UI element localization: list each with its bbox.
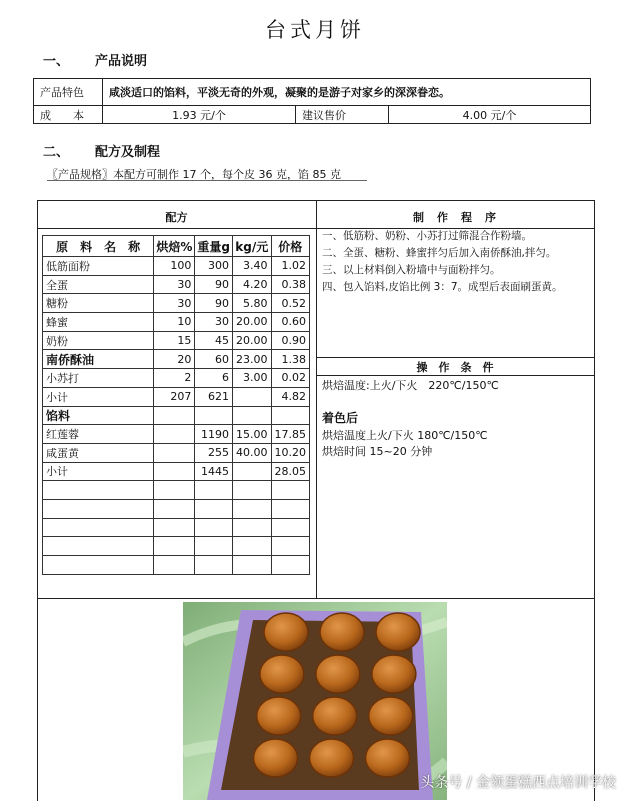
recipe-row — [43, 331, 310, 350]
recipe-cell-weight — [195, 481, 233, 500]
mooncake — [372, 655, 416, 693]
photo-divider — [37, 598, 594, 599]
recipe-cell-price — [271, 406, 310, 425]
recipe-cell-price: 10.20 — [271, 443, 310, 462]
recipe-row — [43, 275, 310, 294]
mooncake — [313, 697, 357, 735]
conditions-title: 操 作 条 件 — [416, 361, 494, 374]
recipe-cell-price: 1.02 — [271, 257, 310, 276]
recipe-header-cell: 价格 — [271, 236, 310, 257]
recipe-cell-unit: 20.00 — [233, 331, 272, 350]
recipe-cell-pct: 30 — [154, 294, 195, 313]
recipe-row — [43, 257, 310, 276]
price-label: 建议售价 — [296, 106, 389, 124]
recipe-cell-name — [43, 499, 154, 518]
recipe-cell-name: 南侨酥油 — [43, 350, 154, 369]
recipe-cell-pct: 207 — [154, 387, 195, 406]
recipe-cell-pct — [154, 518, 195, 537]
recipe-cell-weight: 30 — [195, 313, 233, 332]
bake-condition-2: 烘焙温度上火/下火 180℃/150℃ — [322, 429, 488, 442]
recipe-row — [43, 406, 310, 425]
recipe-cell-price — [271, 518, 310, 537]
recipe-cell-unit: 3.00 — [233, 369, 272, 388]
mooncake — [366, 739, 410, 777]
recipe-cell-weight: 1445 — [195, 462, 233, 481]
recipe-cell-pct: 10 — [154, 313, 195, 332]
recipe-row — [43, 556, 310, 575]
recipe-cell-unit — [233, 499, 272, 518]
recipe-cell-name — [43, 481, 154, 500]
color-label: 着色后 — [322, 411, 359, 425]
recipe-cell-weight — [195, 499, 233, 518]
recipe-row — [43, 387, 310, 406]
recipe-cell-weight: 45 — [195, 331, 233, 350]
process-step: 二、全蛋、糖粉、蜂蜜拌匀后加入南侨酥油,拌匀。 — [322, 247, 557, 259]
recipe-cell-unit — [233, 481, 272, 500]
price-value: 4.00 元/个 — [389, 106, 591, 124]
section-heading-1 — [43, 50, 147, 69]
recipe-row — [43, 369, 310, 388]
mooncake — [376, 613, 420, 651]
recipe-cell-unit: 5.80 — [233, 294, 272, 313]
mooncake — [320, 613, 364, 651]
recipe-cell-price: 17.85 — [271, 425, 310, 444]
recipe-cell-pct — [154, 425, 195, 444]
mooncake — [254, 739, 298, 777]
recipe-cell-name: 蜂蜜 — [43, 313, 154, 332]
recipe-row — [43, 313, 310, 332]
recipe-cell-price — [271, 499, 310, 518]
spec-text: 〖产品规格〗本配方可制作 17 个，每个皮 36 克，馅 85 克 — [47, 168, 341, 181]
recipe-row — [43, 462, 310, 481]
cost-value: 1.93 元/个 — [103, 106, 296, 124]
recipe-cell-weight — [195, 518, 233, 537]
recipe-cell-weight: 255 — [195, 443, 233, 462]
recipe-cell-unit — [233, 518, 272, 537]
mooncake — [257, 697, 301, 735]
recipe-row — [43, 294, 310, 313]
recipe-cell-name: 小苏打 — [43, 369, 154, 388]
recipe-cell-weight: 300 — [195, 257, 233, 276]
recipe-title: 配方 — [165, 211, 188, 224]
recipe-cell-unit: 15.00 — [233, 425, 272, 444]
recipe-cell-pct: 2 — [154, 369, 195, 388]
recipe-table — [42, 235, 310, 575]
recipe-cell-pct: 30 — [154, 275, 195, 294]
recipe-cell-unit — [233, 537, 272, 556]
bake-condition-1: 烘焙温度:上火/下火 220℃/150℃ — [322, 379, 499, 392]
feature-text: 咸淡适口的馅料，平淡无奇的外观，凝聚的是游子对家乡的深深眷恋。 — [103, 79, 591, 106]
section-label: 配方及制程 — [95, 145, 161, 160]
product-info-table — [33, 78, 591, 124]
conditions-divider-bottom — [316, 375, 594, 376]
recipe-cell-pct: 100 — [154, 257, 195, 276]
mooncake-photo — [183, 602, 447, 800]
recipe-cell-price: 0.60 — [271, 313, 310, 332]
cost-label: 成 本 — [34, 106, 103, 124]
recipe-cell-name: 馅料 — [43, 406, 154, 425]
recipe-cell-name: 红莲蓉 — [43, 425, 154, 444]
recipe-row — [43, 518, 310, 537]
recipe-row — [43, 499, 310, 518]
recipe-cell-unit: 3.40 — [233, 257, 272, 276]
recipe-cell-price: 0.52 — [271, 294, 310, 313]
section-number: 一、 — [43, 54, 70, 69]
recipe-cell-price — [271, 556, 310, 575]
recipe-header-cell: 重量g — [195, 236, 233, 257]
column-divider — [316, 200, 317, 598]
recipe-cell-name: 糖粉 — [43, 294, 154, 313]
process-steps — [322, 228, 590, 296]
recipe-cell-pct — [154, 481, 195, 500]
recipe-cell-weight: 6 — [195, 369, 233, 388]
page-title: 台式月饼 — [265, 18, 365, 42]
recipe-header-cell: 烘焙% — [154, 236, 195, 257]
recipe-cell-unit: 4.20 — [233, 275, 272, 294]
recipe-row — [43, 443, 310, 462]
recipe-cell-unit: 40.00 — [233, 443, 272, 462]
bake-condition-3: 烘焙时间 15~20 分钟 — [322, 445, 433, 458]
recipe-cell-weight: 60 — [195, 350, 233, 369]
mooncake — [264, 613, 308, 651]
recipe-cell-name — [43, 537, 154, 556]
mooncake — [260, 655, 304, 693]
recipe-cell-price — [271, 481, 310, 500]
recipe-cell-weight — [195, 556, 233, 575]
recipe-cell-unit: 20.00 — [233, 313, 272, 332]
section-heading-2 — [43, 141, 160, 160]
recipe-cell-price — [271, 537, 310, 556]
mooncake — [316, 655, 360, 693]
recipe-cell-weight: 621 — [195, 387, 233, 406]
recipe-cell-price: 1.38 — [271, 350, 310, 369]
watermark: 头条号 / 金领蛋糕西点培训学校 — [420, 775, 616, 791]
recipe-cell-unit: 23.00 — [233, 350, 272, 369]
mooncake — [310, 739, 354, 777]
recipe-cell-weight: 1190 — [195, 425, 233, 444]
process-step: 三、以上材料倒入粉墙中与面粉拌匀。 — [322, 264, 501, 276]
recipe-row — [43, 537, 310, 556]
recipe-cell-price: 0.02 — [271, 369, 310, 388]
recipe-cell-price: 0.90 — [271, 331, 310, 350]
recipe-cell-name — [43, 518, 154, 537]
recipe-cell-pct — [154, 499, 195, 518]
recipe-cell-pct — [154, 556, 195, 575]
process-step: 一、低筋粉、奶粉、小苏打过筛混合作粉墙。 — [322, 230, 532, 242]
recipe-cell-unit — [233, 556, 272, 575]
process-title: 制 作 程 序 — [413, 211, 497, 224]
recipe-cell-name: 咸蛋黄 — [43, 443, 154, 462]
recipe-cell-pct — [154, 443, 195, 462]
recipe-cell-name: 全蛋 — [43, 275, 154, 294]
recipe-cell-name: 低筋面粉 — [43, 257, 154, 276]
recipe-cell-price: 4.82 — [271, 387, 310, 406]
process-step: 四、包入馅料,皮馅比例 3：7。成型后表面刷蛋黄。 — [322, 281, 563, 293]
recipe-cell-weight: 90 — [195, 275, 233, 294]
recipe-cell-price: 28.05 — [271, 462, 310, 481]
product-spec — [47, 166, 341, 182]
recipe-header-cell: 原 料 名 称 — [43, 236, 154, 257]
conditions-divider-top — [316, 357, 594, 358]
section-label: 产品说明 — [95, 54, 148, 69]
mooncake — [369, 697, 413, 735]
recipe-cell-name: 小计 — [43, 387, 154, 406]
recipe-cell-weight — [195, 537, 233, 556]
recipe-cell-pct — [154, 406, 195, 425]
recipe-cell-name: 奶粉 — [43, 331, 154, 350]
recipe-row — [43, 350, 310, 369]
recipe-cell-price: 0.38 — [271, 275, 310, 294]
feature-label: 产品特色 — [34, 79, 103, 106]
recipe-cell-unit — [233, 462, 272, 481]
recipe-row — [43, 481, 310, 500]
spec-underline — [47, 180, 367, 181]
section-number: 二、 — [43, 145, 70, 160]
recipe-cell-name: 小计 — [43, 462, 154, 481]
recipe-cell-weight: 90 — [195, 294, 233, 313]
recipe-cell-pct — [154, 537, 195, 556]
recipe-cell-pct: 15 — [154, 331, 195, 350]
recipe-cell-unit — [233, 406, 272, 425]
recipe-cell-weight — [195, 406, 233, 425]
recipe-cell-name — [43, 556, 154, 575]
recipe-cell-pct: 20 — [154, 350, 195, 369]
recipe-cell-pct — [154, 462, 195, 481]
recipe-row — [43, 425, 310, 444]
recipe-cell-unit — [233, 387, 272, 406]
recipe-header-cell: kg/元 — [233, 236, 272, 257]
